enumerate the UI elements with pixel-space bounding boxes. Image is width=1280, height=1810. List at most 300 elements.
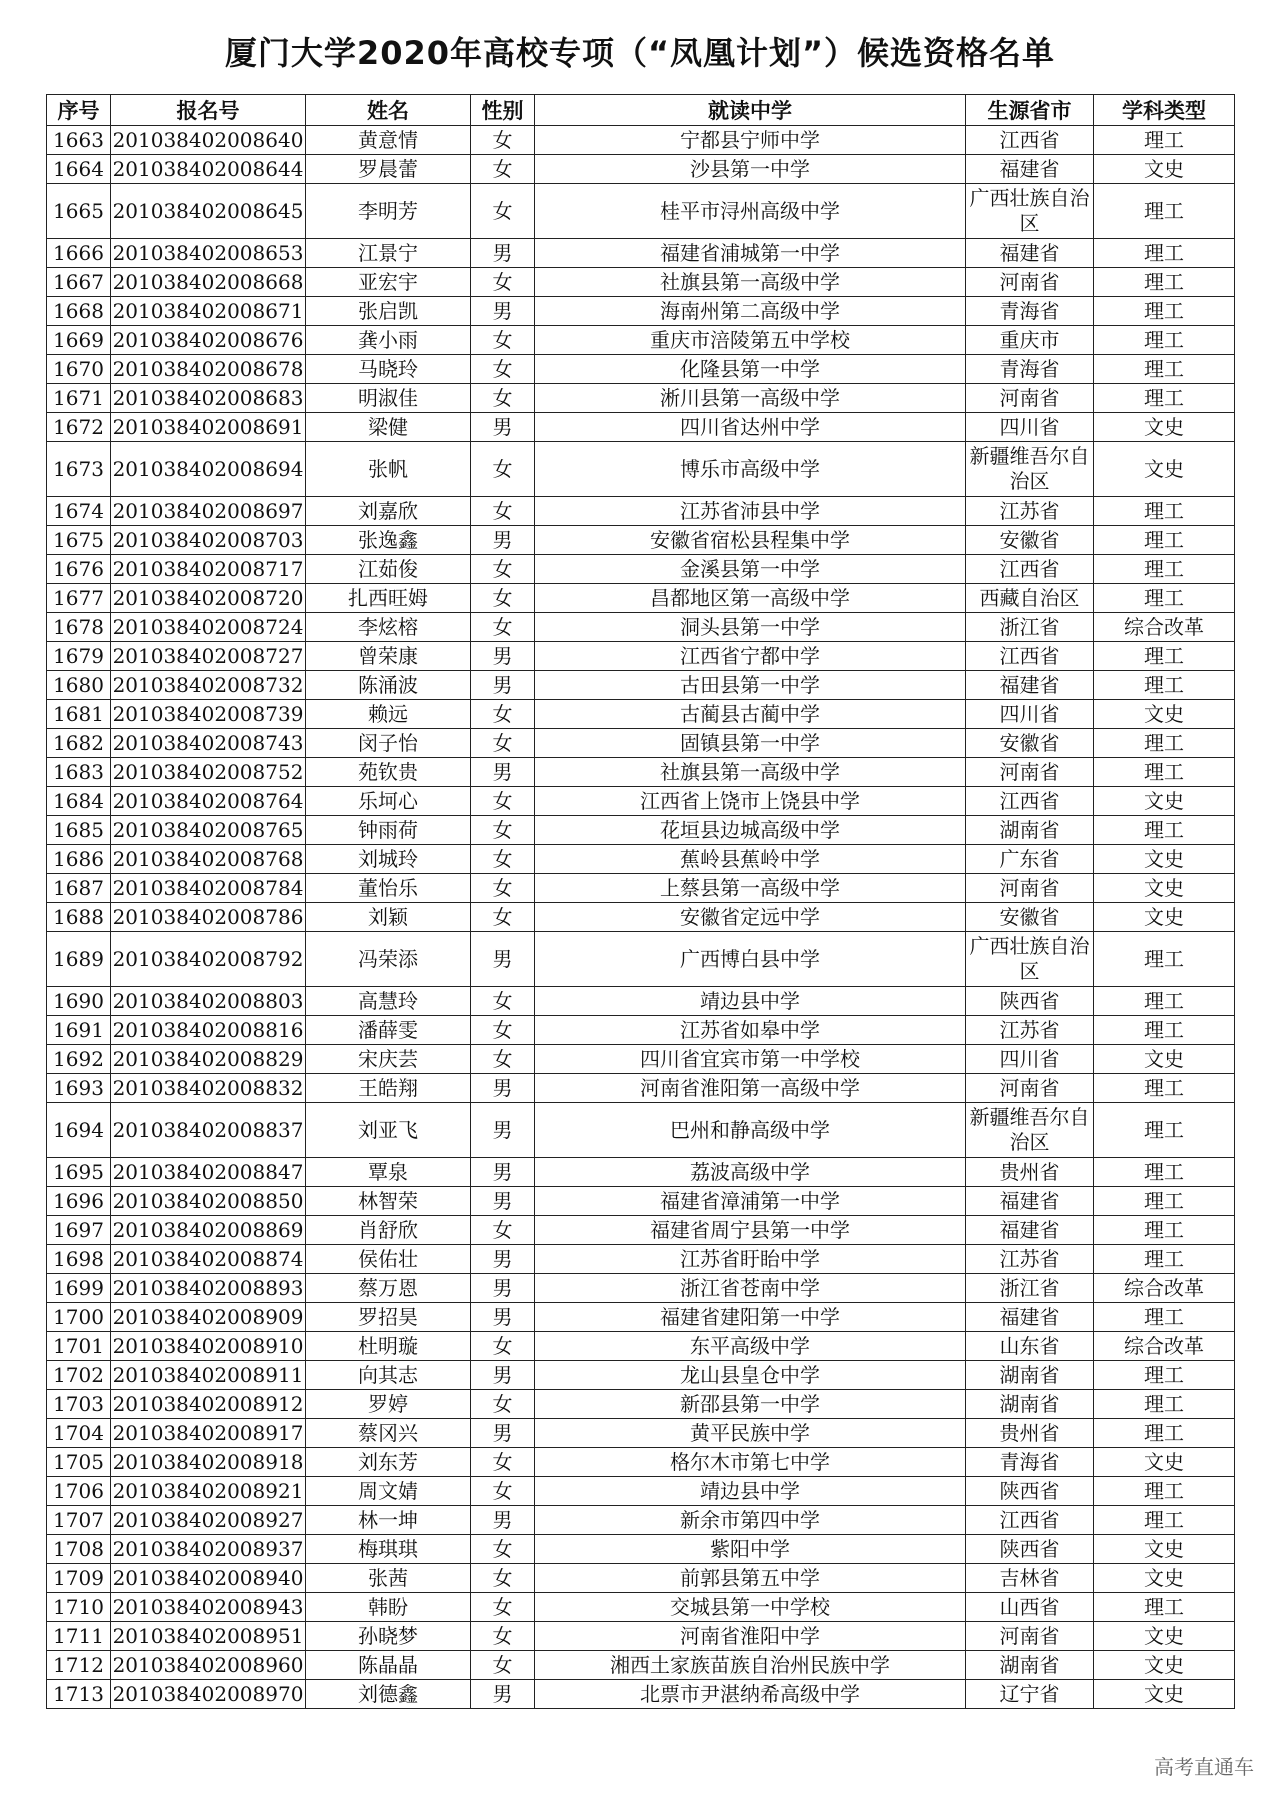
cell-gender: 男 <box>471 1680 535 1709</box>
cell-registration-number: 201038402008697 <box>111 497 306 526</box>
cell-school: 东平高级中学 <box>535 1332 966 1361</box>
cell-name: 罗晨蕾 <box>306 155 471 184</box>
cell-school: 格尔木市第七中学 <box>535 1448 966 1477</box>
cell-registration-number: 201038402008739 <box>111 700 306 729</box>
table-row <box>47 526 1235 555</box>
table-row <box>47 1187 1235 1216</box>
cell-gender: 女 <box>471 613 535 642</box>
cell-subject-type: 理工 <box>1094 526 1235 555</box>
cell-registration-number: 201038402008676 <box>111 326 306 355</box>
cell-name: 刘城玲 <box>306 845 471 874</box>
cell-registration-number: 201038402008893 <box>111 1274 306 1303</box>
cell-name: 陈晶晶 <box>306 1651 471 1680</box>
cell-subject-type: 文史 <box>1094 1651 1235 1680</box>
cell-subject-type: 理工 <box>1094 1245 1235 1274</box>
cell-gender: 女 <box>471 497 535 526</box>
cell-gender: 女 <box>471 584 535 613</box>
cell-gender: 女 <box>471 903 535 932</box>
cell-index: 1693 <box>47 1074 111 1103</box>
cell-province: 江苏省 <box>966 1245 1094 1274</box>
table-row <box>47 787 1235 816</box>
cell-registration-number: 201038402008724 <box>111 613 306 642</box>
cell-subject-type: 理工 <box>1094 1158 1235 1187</box>
cell-name: 刘嘉欣 <box>306 497 471 526</box>
cell-name: 李炫榕 <box>306 613 471 642</box>
cell-school: 福建省周宁县第一中学 <box>535 1216 966 1245</box>
cell-index: 1700 <box>47 1303 111 1332</box>
candidate-table <box>46 94 1235 1709</box>
table-row <box>47 1419 1235 1448</box>
cell-subject-type: 理工 <box>1094 355 1235 384</box>
cell-index: 1697 <box>47 1216 111 1245</box>
table-row <box>47 1216 1235 1245</box>
cell-gender: 女 <box>471 1535 535 1564</box>
cell-gender: 女 <box>471 355 535 384</box>
table-row <box>47 642 1235 671</box>
cell-province: 重庆市 <box>966 326 1094 355</box>
table-row <box>47 1506 1235 1535</box>
cell-index: 1681 <box>47 700 111 729</box>
cell-gender: 女 <box>471 1593 535 1622</box>
cell-gender: 女 <box>471 874 535 903</box>
cell-registration-number: 201038402008847 <box>111 1158 306 1187</box>
cell-school: 海南州第二高级中学 <box>535 297 966 326</box>
cell-name: 钟雨荷 <box>306 816 471 845</box>
cell-province: 广西壮族自治区 <box>966 932 1094 987</box>
cell-subject-type: 理工 <box>1094 987 1235 1016</box>
cell-province: 安徽省 <box>966 903 1094 932</box>
cell-gender: 女 <box>471 1216 535 1245</box>
cell-province: 安徽省 <box>966 526 1094 555</box>
cell-province: 江西省 <box>966 787 1094 816</box>
cell-registration-number: 201038402008645 <box>111 184 306 239</box>
cell-registration-number: 201038402008869 <box>111 1216 306 1245</box>
cell-subject-type: 文史 <box>1094 700 1235 729</box>
cell-index: 1703 <box>47 1390 111 1419</box>
cell-index: 1701 <box>47 1332 111 1361</box>
cell-name: 明淑佳 <box>306 384 471 413</box>
cell-index: 1674 <box>47 497 111 526</box>
cell-subject-type: 理工 <box>1094 1303 1235 1332</box>
table-row <box>47 613 1235 642</box>
cell-registration-number: 201038402008960 <box>111 1651 306 1680</box>
cell-school: 广西博白县中学 <box>535 932 966 987</box>
cell-registration-number: 201038402008653 <box>111 239 306 268</box>
cell-index: 1676 <box>47 555 111 584</box>
cell-school: 重庆市涪陵第五中学校 <box>535 326 966 355</box>
cell-registration-number: 201038402008837 <box>111 1103 306 1158</box>
cell-subject-type: 文史 <box>1094 155 1235 184</box>
table-row <box>47 1158 1235 1187</box>
cell-subject-type: 文史 <box>1094 413 1235 442</box>
cell-school: 金溪县第一中学 <box>535 555 966 584</box>
cell-index: 1690 <box>47 987 111 1016</box>
cell-index: 1684 <box>47 787 111 816</box>
cell-registration-number: 201038402008911 <box>111 1361 306 1390</box>
cell-province: 福建省 <box>966 1303 1094 1332</box>
cell-name: 刘颖 <box>306 903 471 932</box>
cell-name: 孙晓梦 <box>306 1622 471 1651</box>
cell-subject-type: 理工 <box>1094 1506 1235 1535</box>
cell-index: 1694 <box>47 1103 111 1158</box>
table-row <box>47 1303 1235 1332</box>
table-row <box>47 1564 1235 1593</box>
cell-province: 青海省 <box>966 1448 1094 1477</box>
cell-registration-number: 201038402008921 <box>111 1477 306 1506</box>
table-row <box>47 816 1235 845</box>
cell-school: 前郭县第五中学 <box>535 1564 966 1593</box>
cell-name: 董怡乐 <box>306 874 471 903</box>
cell-school: 河南省淮阳第一高级中学 <box>535 1074 966 1103</box>
cell-province: 湖南省 <box>966 1390 1094 1419</box>
cell-subject-type: 理工 <box>1094 1361 1235 1390</box>
cell-index: 1710 <box>47 1593 111 1622</box>
cell-school: 沙县第一中学 <box>535 155 966 184</box>
cell-school: 荔波高级中学 <box>535 1158 966 1187</box>
cell-school: 福建省漳浦第一中学 <box>535 1187 966 1216</box>
cell-subject-type: 文史 <box>1094 1448 1235 1477</box>
cell-province: 湖南省 <box>966 816 1094 845</box>
cell-registration-number: 201038402008765 <box>111 816 306 845</box>
cell-subject-type: 理工 <box>1094 584 1235 613</box>
table-row <box>47 297 1235 326</box>
cell-gender: 男 <box>471 297 535 326</box>
table-row <box>47 355 1235 384</box>
cell-index: 1704 <box>47 1419 111 1448</box>
cell-subject-type: 理工 <box>1094 729 1235 758</box>
cell-school: 古蔺县古蔺中学 <box>535 700 966 729</box>
cell-province: 贵州省 <box>966 1158 1094 1187</box>
table-row <box>47 1274 1235 1303</box>
cell-registration-number: 201038402008640 <box>111 126 306 155</box>
cell-index: 1699 <box>47 1274 111 1303</box>
cell-province: 青海省 <box>966 355 1094 384</box>
cell-name: 马晓玲 <box>306 355 471 384</box>
cell-gender: 女 <box>471 787 535 816</box>
cell-registration-number: 201038402008927 <box>111 1506 306 1535</box>
cell-index: 1698 <box>47 1245 111 1274</box>
cell-province: 吉林省 <box>966 1564 1094 1593</box>
cell-gender: 男 <box>471 642 535 671</box>
table-row <box>47 729 1235 758</box>
cell-subject-type: 理工 <box>1094 816 1235 845</box>
cell-province: 青海省 <box>966 297 1094 326</box>
cell-subject-type: 理工 <box>1094 1187 1235 1216</box>
cell-subject-type: 理工 <box>1094 555 1235 584</box>
cell-school: 花垣县边城高级中学 <box>535 816 966 845</box>
header-province: 生源省市 <box>966 95 1094 126</box>
cell-registration-number: 201038402008694 <box>111 442 306 497</box>
cell-gender: 女 <box>471 816 535 845</box>
cell-subject-type: 理工 <box>1094 239 1235 268</box>
cell-index: 1663 <box>47 126 111 155</box>
cell-gender: 女 <box>471 1332 535 1361</box>
cell-gender: 女 <box>471 1477 535 1506</box>
cell-gender: 男 <box>471 1361 535 1390</box>
cell-index: 1664 <box>47 155 111 184</box>
cell-name: 龚小雨 <box>306 326 471 355</box>
cell-registration-number: 201038402008717 <box>111 555 306 584</box>
cell-school: 江西省上饶市上饶县中学 <box>535 787 966 816</box>
cell-province: 河南省 <box>966 268 1094 297</box>
cell-registration-number: 201038402008786 <box>111 903 306 932</box>
cell-name: 张逸鑫 <box>306 526 471 555</box>
table-row <box>47 1622 1235 1651</box>
cell-school: 靖边县中学 <box>535 987 966 1016</box>
cell-subject-type: 理工 <box>1094 184 1235 239</box>
cell-province: 江西省 <box>966 1506 1094 1535</box>
cell-name: 罗招昊 <box>306 1303 471 1332</box>
cell-school: 江西省宁都中学 <box>535 642 966 671</box>
cell-name: 罗婷 <box>306 1390 471 1419</box>
cell-index: 1686 <box>47 845 111 874</box>
cell-school: 新余市第四中学 <box>535 1506 966 1535</box>
table-row <box>47 155 1235 184</box>
cell-subject-type: 理工 <box>1094 1477 1235 1506</box>
cell-subject-type: 文史 <box>1094 442 1235 497</box>
cell-name: 张茜 <box>306 1564 471 1593</box>
table-row <box>47 413 1235 442</box>
cell-subject-type: 理工 <box>1094 1074 1235 1103</box>
cell-province: 福建省 <box>966 671 1094 700</box>
cell-school: 宁都县宁师中学 <box>535 126 966 155</box>
cell-name: 韩盼 <box>306 1593 471 1622</box>
table-row <box>47 384 1235 413</box>
cell-province: 广东省 <box>966 845 1094 874</box>
cell-gender: 男 <box>471 1187 535 1216</box>
cell-province: 江苏省 <box>966 497 1094 526</box>
cell-gender: 女 <box>471 729 535 758</box>
cell-name: 潘薛雯 <box>306 1016 471 1045</box>
cell-registration-number: 201038402008792 <box>111 932 306 987</box>
cell-province: 福建省 <box>966 239 1094 268</box>
table-row <box>47 987 1235 1016</box>
cell-gender: 男 <box>471 1274 535 1303</box>
cell-subject-type: 理工 <box>1094 297 1235 326</box>
cell-index: 1680 <box>47 671 111 700</box>
cell-registration-number: 201038402008940 <box>111 1564 306 1593</box>
cell-gender: 男 <box>471 671 535 700</box>
cell-registration-number: 201038402008910 <box>111 1332 306 1361</box>
cell-name: 覃泉 <box>306 1158 471 1187</box>
cell-subject-type: 文史 <box>1094 1535 1235 1564</box>
table-row <box>47 497 1235 526</box>
table-header-row <box>47 95 1235 126</box>
cell-gender: 女 <box>471 1016 535 1045</box>
cell-school: 靖边县中学 <box>535 1477 966 1506</box>
cell-province: 河南省 <box>966 874 1094 903</box>
cell-school: 四川省宜宾市第一中学校 <box>535 1045 966 1074</box>
cell-school: 古田县第一中学 <box>535 671 966 700</box>
cell-name: 苑钦贵 <box>306 758 471 787</box>
cell-school: 黄平民族中学 <box>535 1419 966 1448</box>
cell-gender: 男 <box>471 1419 535 1448</box>
table-row <box>47 1074 1235 1103</box>
cell-registration-number: 201038402008917 <box>111 1419 306 1448</box>
cell-subject-type: 理工 <box>1094 497 1235 526</box>
cell-gender: 女 <box>471 126 535 155</box>
cell-school: 浙江省苍南中学 <box>535 1274 966 1303</box>
cell-name: 张帆 <box>306 442 471 497</box>
cell-index: 1711 <box>47 1622 111 1651</box>
table-row <box>47 932 1235 987</box>
cell-province: 福建省 <box>966 1187 1094 1216</box>
cell-province: 辽宁省 <box>966 1680 1094 1709</box>
table-row <box>47 1651 1235 1680</box>
cell-registration-number: 201038402008829 <box>111 1045 306 1074</box>
cell-registration-number: 201038402008732 <box>111 671 306 700</box>
cell-school: 蕉岭县蕉岭中学 <box>535 845 966 874</box>
cell-index: 1708 <box>47 1535 111 1564</box>
cell-gender: 女 <box>471 155 535 184</box>
cell-school: 博乐市高级中学 <box>535 442 966 497</box>
cell-name: 闵子怡 <box>306 729 471 758</box>
cell-index: 1675 <box>47 526 111 555</box>
header-registration-number: 报名号 <box>111 95 306 126</box>
cell-province: 陕西省 <box>966 1535 1094 1564</box>
cell-province: 浙江省 <box>966 613 1094 642</box>
cell-name: 乐坷心 <box>306 787 471 816</box>
cell-gender: 男 <box>471 1103 535 1158</box>
cell-subject-type: 文史 <box>1094 845 1235 874</box>
cell-subject-type: 理工 <box>1094 268 1235 297</box>
header-index: 序号 <box>47 95 111 126</box>
cell-registration-number: 201038402008678 <box>111 355 306 384</box>
cell-index: 1713 <box>47 1680 111 1709</box>
cell-index: 1685 <box>47 816 111 845</box>
cell-subject-type: 理工 <box>1094 758 1235 787</box>
cell-name: 冯荣添 <box>306 932 471 987</box>
cell-school: 江苏省盱眙中学 <box>535 1245 966 1274</box>
cell-province: 新疆维吾尔自治区 <box>966 1103 1094 1158</box>
cell-index: 1682 <box>47 729 111 758</box>
cell-index: 1666 <box>47 239 111 268</box>
cell-name: 林智荣 <box>306 1187 471 1216</box>
cell-gender: 女 <box>471 184 535 239</box>
cell-province: 广西壮族自治区 <box>966 184 1094 239</box>
cell-province: 安徽省 <box>966 729 1094 758</box>
cell-gender: 女 <box>471 1564 535 1593</box>
table-row <box>47 758 1235 787</box>
cell-province: 四川省 <box>966 413 1094 442</box>
table-row <box>47 239 1235 268</box>
cell-index: 1671 <box>47 384 111 413</box>
cell-registration-number: 201038402008912 <box>111 1390 306 1419</box>
table-row <box>47 671 1235 700</box>
cell-gender: 女 <box>471 1390 535 1419</box>
cell-index: 1670 <box>47 355 111 384</box>
cell-subject-type: 文史 <box>1094 1564 1235 1593</box>
cell-school: 紫阳中学 <box>535 1535 966 1564</box>
cell-index: 1665 <box>47 184 111 239</box>
cell-province: 江西省 <box>966 555 1094 584</box>
cell-gender: 男 <box>471 526 535 555</box>
table-row <box>47 442 1235 497</box>
cell-school: 社旗县第一高级中学 <box>535 758 966 787</box>
cell-registration-number: 201038402008832 <box>111 1074 306 1103</box>
cell-province: 福建省 <box>966 1216 1094 1245</box>
cell-index: 1673 <box>47 442 111 497</box>
cell-province: 山东省 <box>966 1332 1094 1361</box>
table-row <box>47 268 1235 297</box>
cell-school: 福建省浦城第一中学 <box>535 239 966 268</box>
table-row <box>47 1016 1235 1045</box>
cell-registration-number: 201038402008951 <box>111 1622 306 1651</box>
cell-province: 四川省 <box>966 1045 1094 1074</box>
table-row <box>47 1390 1235 1419</box>
cell-name: 梁健 <box>306 413 471 442</box>
cell-gender: 女 <box>471 268 535 297</box>
cell-school: 北票市尹湛纳希高级中学 <box>535 1680 966 1709</box>
cell-index: 1667 <box>47 268 111 297</box>
cell-index: 1668 <box>47 297 111 326</box>
cell-registration-number: 201038402008683 <box>111 384 306 413</box>
table-row <box>47 1593 1235 1622</box>
cell-index: 1689 <box>47 932 111 987</box>
cell-index: 1677 <box>47 584 111 613</box>
cell-province: 陕西省 <box>966 987 1094 1016</box>
cell-name: 赖远 <box>306 700 471 729</box>
table-row <box>47 1332 1235 1361</box>
cell-index: 1712 <box>47 1651 111 1680</box>
cell-school: 桂平市浔州高级中学 <box>535 184 966 239</box>
cell-gender: 男 <box>471 1506 535 1535</box>
cell-school: 社旗县第一高级中学 <box>535 268 966 297</box>
cell-registration-number: 201038402008720 <box>111 584 306 613</box>
cell-name: 江茹俊 <box>306 555 471 584</box>
cell-province: 四川省 <box>966 700 1094 729</box>
cell-name: 侯佑壮 <box>306 1245 471 1274</box>
watermark-footer: 高考直通车 <box>1154 1755 1254 1779</box>
cell-registration-number: 201038402008937 <box>111 1535 306 1564</box>
table-row <box>47 1680 1235 1709</box>
cell-name: 李明芳 <box>306 184 471 239</box>
cell-subject-type: 综合改革 <box>1094 613 1235 642</box>
cell-registration-number: 201038402008764 <box>111 787 306 816</box>
cell-school: 福建省建阳第一中学 <box>535 1303 966 1332</box>
cell-province: 湖南省 <box>966 1651 1094 1680</box>
cell-name: 王皓翔 <box>306 1074 471 1103</box>
cell-name: 肖舒欣 <box>306 1216 471 1245</box>
cell-school: 固镇县第一中学 <box>535 729 966 758</box>
cell-subject-type: 文史 <box>1094 1622 1235 1651</box>
cell-province: 西藏自治区 <box>966 584 1094 613</box>
cell-gender: 男 <box>471 1303 535 1332</box>
cell-gender: 女 <box>471 1622 535 1651</box>
header-gender: 性别 <box>471 95 535 126</box>
cell-registration-number: 201038402008850 <box>111 1187 306 1216</box>
cell-index: 1691 <box>47 1016 111 1045</box>
cell-index: 1669 <box>47 326 111 355</box>
cell-province: 湖南省 <box>966 1361 1094 1390</box>
cell-province: 江西省 <box>966 126 1094 155</box>
cell-registration-number: 201038402008909 <box>111 1303 306 1332</box>
table-row <box>47 845 1235 874</box>
cell-gender: 男 <box>471 1245 535 1274</box>
cell-registration-number: 201038402008743 <box>111 729 306 758</box>
cell-gender: 女 <box>471 326 535 355</box>
cell-province: 陕西省 <box>966 1477 1094 1506</box>
cell-index: 1695 <box>47 1158 111 1187</box>
cell-registration-number: 201038402008970 <box>111 1680 306 1709</box>
cell-gender: 女 <box>471 1448 535 1477</box>
cell-index: 1688 <box>47 903 111 932</box>
cell-school: 上蔡县第一高级中学 <box>535 874 966 903</box>
cell-name: 向其志 <box>306 1361 471 1390</box>
table-row <box>47 1045 1235 1074</box>
header-subject-type: 学科类型 <box>1094 95 1235 126</box>
cell-subject-type: 理工 <box>1094 1103 1235 1158</box>
